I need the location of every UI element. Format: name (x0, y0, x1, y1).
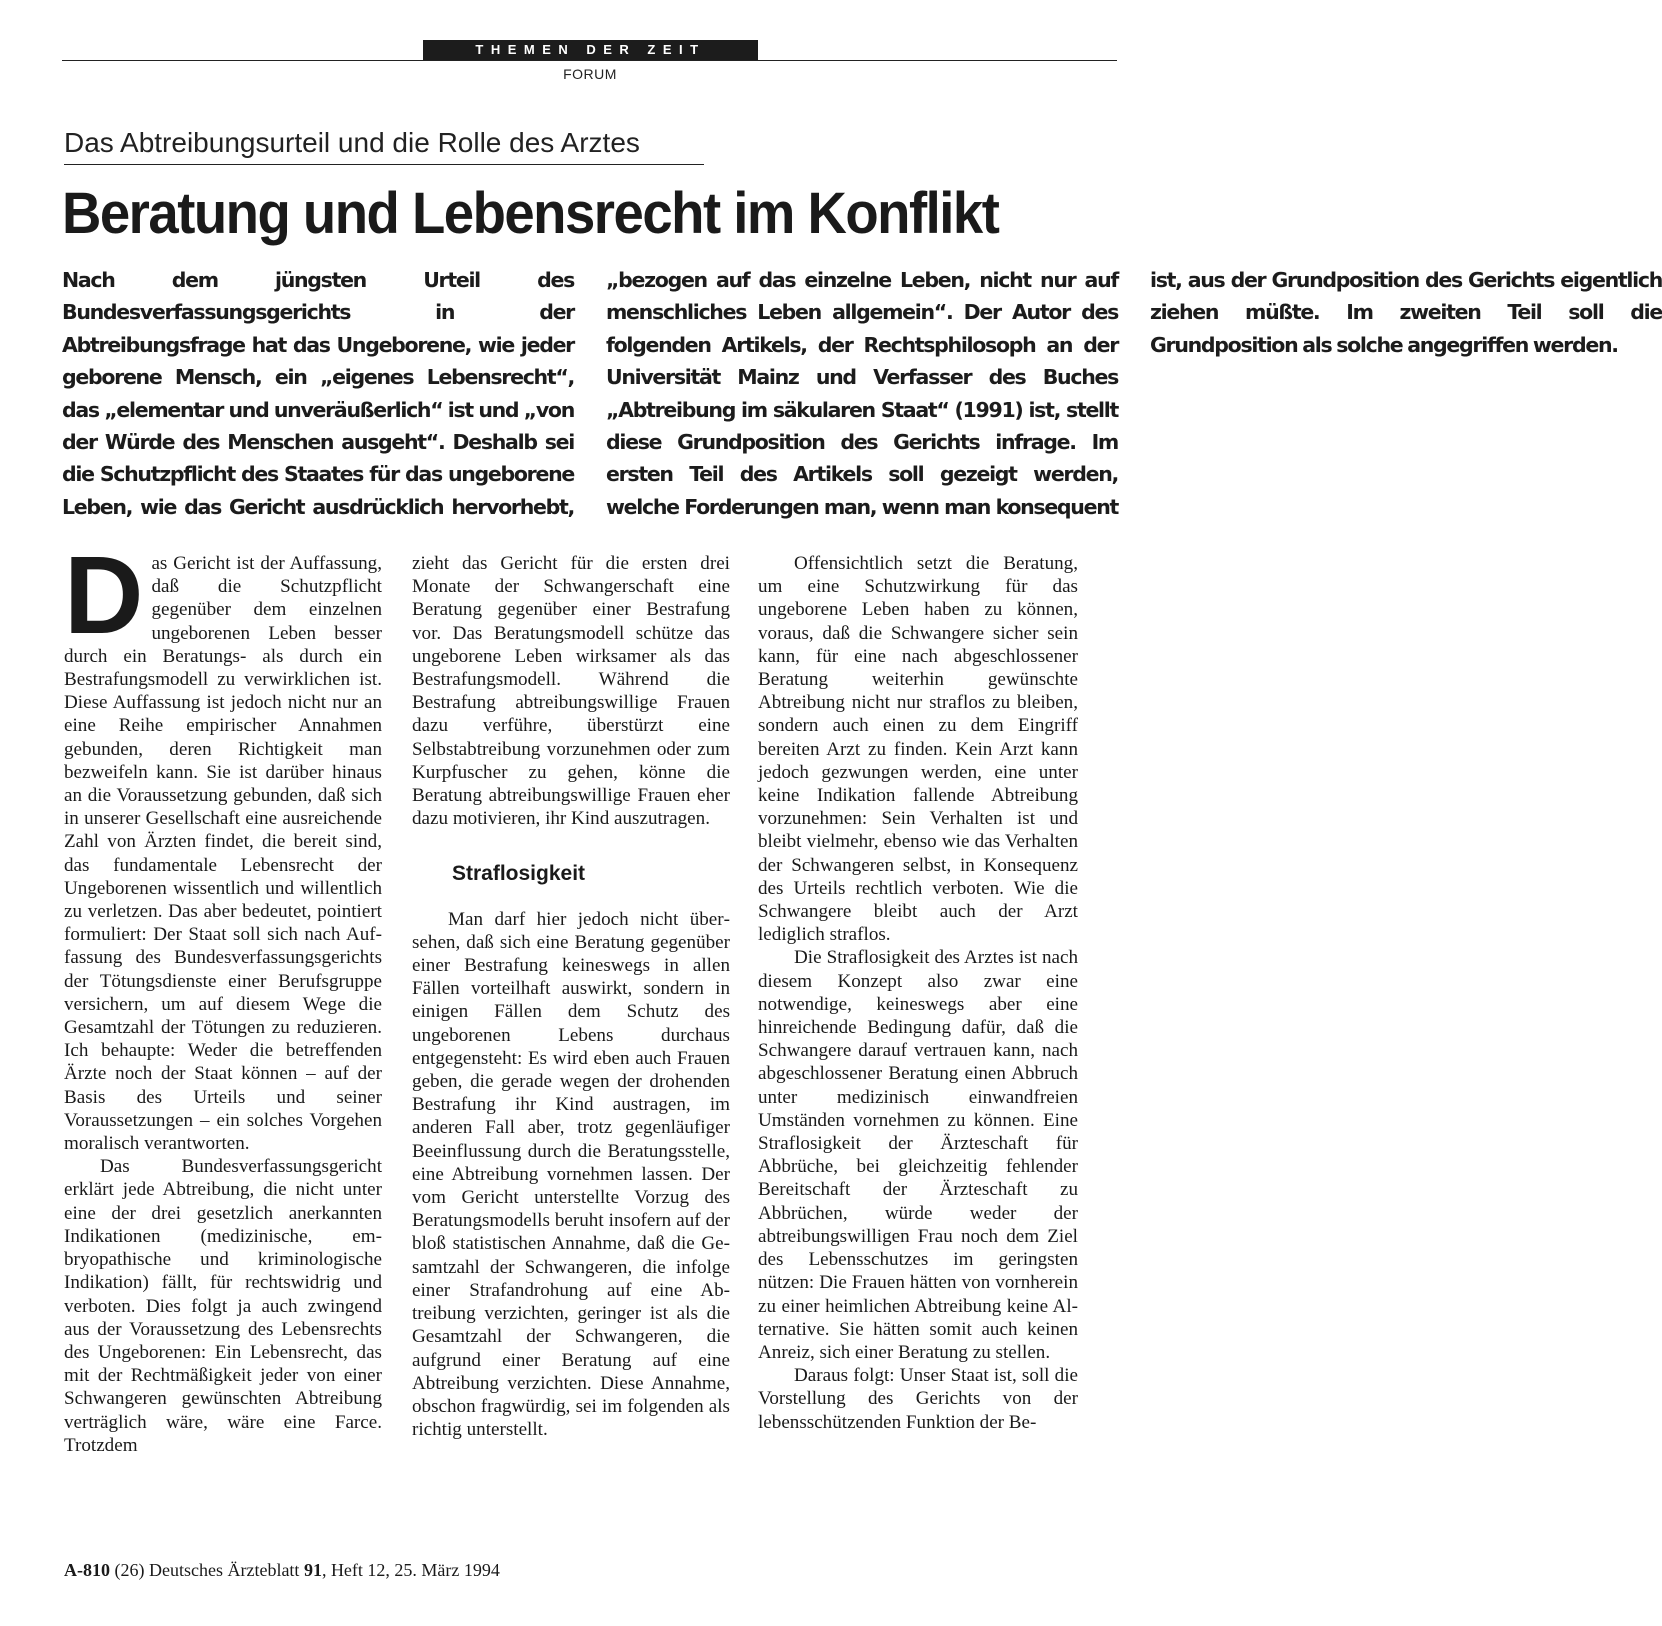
article-kicker: Das Abtreibungsurteil und die Rolle des Arztes (64, 127, 640, 158)
kicker-underline (64, 164, 704, 165)
paragraph (64, 534, 382, 1155)
volume-number: 91 (303, 1560, 322, 1580)
page-footer (64, 1560, 500, 1581)
subheading: Straflosigkeit (452, 862, 586, 886)
drop-cap: D (64, 534, 144, 657)
paragraph: zieht das Gericht für die ersten drei Monate der Schwangerschaft eine Beratung gegenüber einer Bestrafung vor. Das Beratungsmodell schütze das ungeborene Leben wirksamer als das Bestrafungsmodell. Während die Bestrafung abtreibungswillige Frauen dazu verführe, überstürzt eine Selbstabtreibung vorzunehmen oder zum Kurpfuscher zu gehen, könne die Beratung abtreibungswillige Frauen eher dazu motivieren, ihr Kind auszutragen. (412, 553, 730, 830)
article-headline: Beratung und Lebensrecht im Konflikt (62, 181, 999, 246)
body-column-2 (412, 552, 730, 1441)
body-column-1 (64, 534, 382, 1457)
page-number: A-810 (64, 1560, 110, 1580)
issue-date: , Heft 12, 25. März 1994 (321, 1560, 500, 1580)
paragraph: Offensichtlich setzt die Beratung, um eine Schutzwirkung für das ungeborene Leben haben zu können, voraus, daß die Schwangere sicher sein kann, für eine nach abgeschlossener Beratung weiterhin gewünschte Abtreibung nicht nur straflos zu bleiben, sondern auch einen zu dem Eingriff bereiten Arzt zu finden. Kein Arzt kann jedoch gezwungen werden, eine unter keine Indikation fallende Abtreibung vorzunehmen: Sein Verhalten ist und bleibt vielmehr, ebenso wie das Verhalten der Schwangeren selbst, in Konsequenz des Urteils rechtlich verboten. Wie die Schwangere bleibt auch der Arzt lediglich straflos. (758, 553, 1078, 946)
paragraph: Das Bundesverfassungsgericht erklärt jede Abtreibung, die nicht unter eine der drei gesetzlich anerkannten Indikationen (medizinische, embryopathische und kriminologische Indikation) fällt, für rechtswidrig und verboten. Dies folgt ja auch zwingend aus der Voraussetzung des Lebensrechts des Ungeborenen: Ein Lebensrecht, das mit der Rechtmäßigkeit jeder von einer Schwangeren gewünschten Abtreibung verträglich wäre, wäre eine Farce. Trotzdem (64, 1156, 382, 1456)
paragraph: Daraus folgt: Unser Staat ist, soll die Vorstellung des Gerichts von der lebensschützenden Funktion der Be- (758, 1365, 1078, 1433)
publication-text: (26) Deutsches Ärzteblatt (114, 1560, 300, 1580)
header-rule (62, 60, 1117, 61)
paragraph: Man darf hier jedoch nicht übersehen, daß sich eine Beratung gegenüber einer Bestrafung keineswegs in allen Fällen vorteilhaft auswirkt, sondern in einigen Fällen dem Schutz des ungeborenen Lebens durchaus entgegensteht: Es wird eben auch Frauen geben, die gerade wegen der drohenden Bestrafung ihr Kind austragen, im anderen Fall aber, trotz gegenläufiger Beeinflussung durch die Beratungsstelle, eine Abtreibung vornehmen lassen. Der vom Gericht unterstellte Vorzug des Beratungsmodells beruht insofern auf der bloß statistischen Annahme, daß die Gesamtzahl der Schwangeren, die infolge einer Strafandrohung auf eine Abtreibung verzichten, geringer ist als die Gesamtzahl der Schwangeren, die aufgrund einer Beratung auf eine Abtreibung verzichten. Diese Annahme, obschon fragwürdig, sei im folgenden als richtig unterstellt. (412, 908, 730, 1441)
paragraph-text: as Gericht ist der Auffassung, daß die Schutzpflicht gegenüber dem einzelnen ungeborenen Leben besser durch ein Beratungs- als durch ein Bestrafungsmodell zu verwirklichen ist. Diese Auffassung ist jedoch nicht nur an eine Reihe empirischer Annahmen gebunden, deren Richtigkeit man bezweifeln kann. Sie ist darüber hinaus an die Voraussetzung gebunden, daß sich in unserer Gesellschaft eine ausreichende Zahl von Ärzten findet, die bereit sind, das fundamentale Lebensrecht der Ungeborenen wissentlich und willentlich zu verletzen. Das aber bedeutet, pointiert formuliert: Der Staat soll sich nach Auffassung des Bundesverfassungsgerichts der Tötungsdienste einer Berufsgruppe versichern, um auf diesem Wege die Gesamtzahl der Tötungen zu reduzieren. Ich behaupte: Weder die betreffenden Ärzte noch der Staat können – auf der Basis des Urteils und seiner Voraussetzungen – ein solches Vorgehen moralisch verantworten. (64, 553, 382, 1155)
section-subtitle: FORUM (563, 66, 617, 82)
paragraph: Die Straflosigkeit des Arztes ist nach diesem Konzept also zwar eine notwendige, keineswegs aber eine hinreichende Bedingung dafür, daß die Schwangere darauf vertrauen kann, nach abgeschlossener Beratung einen Abbruch unter medizinisch einwandfreien Umständen vornehmen zu können. Eine Straflosigkeit der Ärzteschaft für Abbrüche, bei gleichzeitig fehlender Bereitschaft der Ärzteschaft zu Abbrüchen, würde weder der abtreibungswilligen Frau noch dem Ziel des Lebensschutzes im geringsten nützen: Die Frauen hätten von vornherein zu einer heimlichen Abtreibung keine Alternative. Sie hätten somit auch keinen Anreiz, sich einer Beratung zu stellen. (758, 947, 1078, 1363)
article-lead: Nach dem jüngsten Urteil des Bundesverfassungsgerichts in der Abtreibungsfrage hat das Ungeborene, wie jeder geborene Mensch, ein „eigenes Lebensrecht“, das „elementar und unveräußerlich“ ist und „von der Würde des Menschen ausgeht“. Deshalb sei die Schutzpflicht des Staates für das ungeborene Leben, wie das Gericht ausdrücklich hervorhebt, „bezogen auf das einzelne Leben, nicht nur auf menschliches Leben allgemein“. Der Autor des folgenden Artikels, der Rechtsphilosoph an der Universität Mainz und Verfasser des Buches „Abtreibung im säkularen Staat“ (1991) ist, stellt diese Grundposition des Gerichts infrage. Im ersten Teil des Artikels soll gezeigt werden, welche Forderungen man, wenn man konsequent ist, aus der Grundposition des Gerichts eigentlich ziehen müßte. Im zweiten Teil soll die Grundposition als solche angegriffen werden. (62, 268, 1662, 519)
section-tag: THEMEN DER ZEIT (423, 40, 758, 60)
body-column-3 (758, 552, 1078, 1434)
